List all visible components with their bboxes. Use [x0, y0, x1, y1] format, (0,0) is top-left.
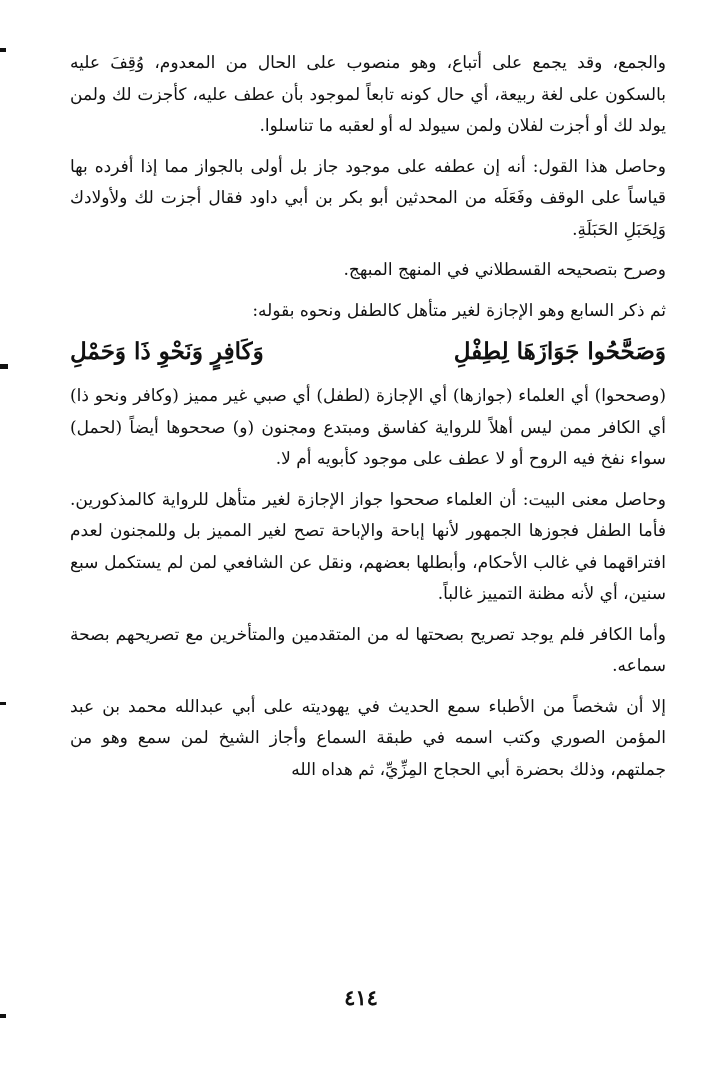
page-number: ٤١٤ [344, 985, 378, 1010]
poetry-verse [70, 335, 666, 369]
paragraph: والجمع، وقد يجمع على أتباع، وهو منصوب على الحال من المعدوم، وُقِفَ عليه بالسكون على لغة ربيعة، أي حال كونه تابعاً لموجود بأن عطف عليه، كأجزت لك ولمن يولد لك أو أجزت لفلان ولمن سيولد له أو لعقبه ما تناسلوا. [70, 53, 666, 136]
paragraph: إلا أن شخصاً من الأطباء سمع الحديث في يهوديته على أبي عبدالله محمد بن عبد المؤمن الصوري وكتب اسمه في طبقة السماع وأجاز الشيخ لمن سمع وهو من جملتهم، وذلك بحضرة أبي الحجاج المِزِّيِّ، ثم هداه الله [70, 696, 666, 780]
paragraph: ثم ذكر السابع وهو الإجازة لغير متأهل كالطفل ونحوه بقوله: [252, 300, 666, 321]
paragraph: وحاصل معنى البيت: أن العلماء صححوا جواز الإجازة لغير متأهل للرواية كالمذكورين. فأما الطفل فجوزها الجمهور لأنها إباحة والإباحة تصح لغير المميز بل وللمجنون لعدم افتراقهما في غالب الأحكام، وأبطلها بعضهم، ونقل عن الشافعي لمن لم يستكمل سبع سنين، أي لأنه مظنة التمييز غالباً. [70, 489, 666, 604]
margin-mark [0, 1014, 6, 1018]
paragraph: (وصححوا) أي العلماء (جوازها) أي الإجازة (لطفل) أي صبي غير مميز (وكافر ونحو ذا) أي الكافر ممن ليس أهلاً للرواية كفاسق ومبتدع ومجنون (و) صححوها أيضاً (لحمل) سواء نفخ فيه الروح أو لا عطف على موجود كأبويه أم لا. [70, 386, 666, 469]
verse-first-hemistich: وَصَحَّحُوا جَوَازَهَا لِطِفْلِ [453, 338, 666, 365]
verse-second-hemistich: وَكَافِرٍ وَنَحْوِ ذَا وَحَمْلِ [70, 338, 264, 365]
paragraph: وصرح بتصحيحه القسطلاني في المنهج المبهج. [343, 260, 666, 280]
paragraph: وحاصل هذا القول: أنه إن عطفه على موجود جاز بل أولى بالجواز مما إذا أفرده بها قياساً على الوقف وفَعَلَه من المحدثين أبو بكر بن أبي داود فقال أجزت لك ولأولادك وَلِحَبَلِ الحَبَلَةِ. [70, 156, 666, 240]
page-body [70, 48, 666, 786]
margin-mark [0, 48, 6, 52]
margin-mark [0, 364, 8, 369]
margin-mark [0, 702, 6, 705]
paragraph: وأما الكافر فلم يوجد تصريح بصحتها له من المتقدمين والمتأخرين مع تصريحهم بصحة سماعه. [70, 624, 666, 676]
